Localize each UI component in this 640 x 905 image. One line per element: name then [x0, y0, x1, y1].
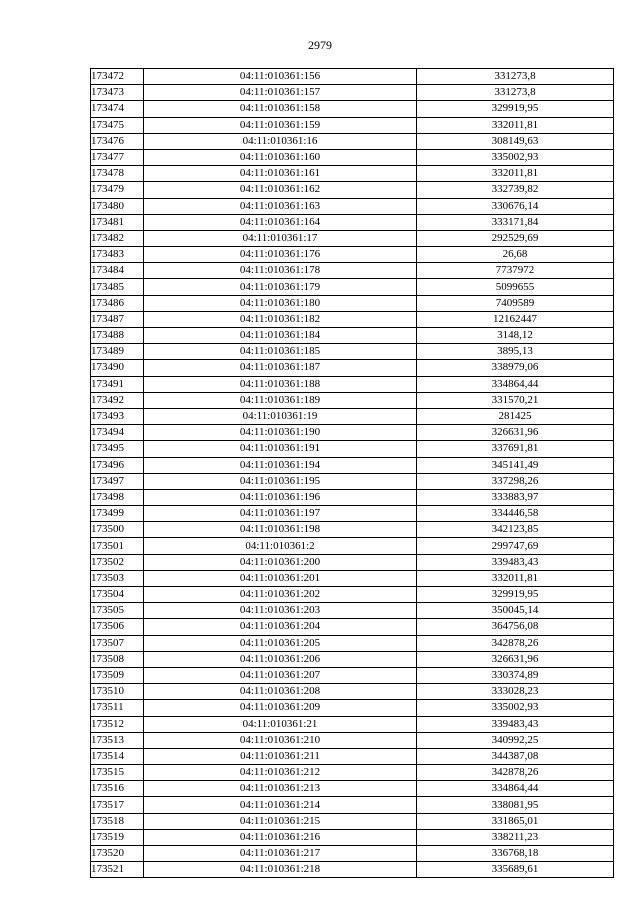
row-number-cell: 173517	[91, 797, 144, 813]
cadastral-number-cell: 04:11:010361:212	[144, 765, 417, 781]
table-row	[91, 441, 614, 457]
value-cell: 332739,82	[417, 182, 614, 198]
cadastral-number-cell: 04:11:010361:218	[144, 862, 417, 878]
row-number-cell: 173514	[91, 748, 144, 764]
cadastral-number-cell: 04:11:010361:204	[144, 619, 417, 635]
table-row	[91, 117, 614, 133]
table-row	[91, 667, 614, 683]
value-cell: 337298,26	[417, 473, 614, 489]
table-row	[91, 700, 614, 716]
table-row	[91, 408, 614, 424]
cadastral-number-cell: 04:11:010361:16	[144, 133, 417, 149]
cadastral-number-cell: 04:11:010361:189	[144, 392, 417, 408]
cadastral-number-cell: 04:11:010361:182	[144, 311, 417, 327]
row-number-cell: 173520	[91, 846, 144, 862]
value-cell: 339483,43	[417, 716, 614, 732]
table-row	[91, 101, 614, 117]
table-row	[91, 85, 614, 101]
cadastral-number-cell: 04:11:010361:195	[144, 473, 417, 489]
value-cell: 364756,08	[417, 619, 614, 635]
table-row	[91, 651, 614, 667]
value-cell: 332011,81	[417, 570, 614, 586]
cadastral-number-cell: 04:11:010361:17	[144, 230, 417, 246]
row-number-cell: 173502	[91, 554, 144, 570]
table-row	[91, 619, 614, 635]
table-row	[91, 765, 614, 781]
cadastral-number-cell: 04:11:010361:200	[144, 554, 417, 570]
value-cell: 335002,93	[417, 700, 614, 716]
table-row	[91, 182, 614, 198]
value-cell: 333171,84	[417, 214, 614, 230]
row-number-cell: 173499	[91, 506, 144, 522]
cadastral-number-cell: 04:11:010361:217	[144, 846, 417, 862]
row-number-cell: 173516	[91, 781, 144, 797]
value-cell: 3895,13	[417, 344, 614, 360]
table-row	[91, 214, 614, 230]
cadastral-number-cell: 04:11:010361:202	[144, 587, 417, 603]
value-cell: 333883,97	[417, 489, 614, 505]
cadastral-number-cell: 04:11:010361:184	[144, 328, 417, 344]
table-row	[91, 133, 614, 149]
table-row	[91, 166, 614, 182]
cadastral-number-cell: 04:11:010361:2	[144, 538, 417, 554]
value-cell: 334864,44	[417, 376, 614, 392]
cadastral-number-cell: 04:11:010361:215	[144, 813, 417, 829]
value-cell: 26,68	[417, 247, 614, 263]
value-cell: 338081,95	[417, 797, 614, 813]
table-row	[91, 344, 614, 360]
table-row	[91, 392, 614, 408]
row-number-cell: 173490	[91, 360, 144, 376]
value-cell: 281425	[417, 408, 614, 424]
table-row	[91, 247, 614, 263]
table-row	[91, 813, 614, 829]
row-number-cell: 173521	[91, 862, 144, 878]
cadastral-number-cell: 04:11:010361:178	[144, 263, 417, 279]
row-number-cell: 173512	[91, 716, 144, 732]
row-number-cell: 173498	[91, 489, 144, 505]
cadastral-number-cell: 04:11:010361:210	[144, 732, 417, 748]
cadastral-number-cell: 04:11:010361:188	[144, 376, 417, 392]
row-number-cell: 173475	[91, 117, 144, 133]
value-cell: 12162447	[417, 311, 614, 327]
cadastral-number-cell: 04:11:010361:214	[144, 797, 417, 813]
cadastral-table	[90, 68, 614, 878]
value-cell: 332011,81	[417, 166, 614, 182]
value-cell: 3148,12	[417, 328, 614, 344]
table-row	[91, 862, 614, 878]
cadastral-number-cell: 04:11:010361:179	[144, 279, 417, 295]
row-number-cell: 173500	[91, 522, 144, 538]
cadastral-number-cell: 04:11:010361:208	[144, 684, 417, 700]
value-cell: 330676,14	[417, 198, 614, 214]
value-cell: 333028,23	[417, 684, 614, 700]
row-number-cell: 173505	[91, 603, 144, 619]
value-cell: 326631,96	[417, 651, 614, 667]
row-number-cell: 173476	[91, 133, 144, 149]
row-number-cell: 173488	[91, 328, 144, 344]
table-row	[91, 360, 614, 376]
cadastral-number-cell: 04:11:010361:158	[144, 101, 417, 117]
value-cell: 338211,23	[417, 829, 614, 845]
cadastral-number-cell: 04:11:010361:196	[144, 489, 417, 505]
value-cell: 336768,18	[417, 846, 614, 862]
table-row	[91, 797, 614, 813]
table-row	[91, 425, 614, 441]
cadastral-number-cell: 04:11:010361:209	[144, 700, 417, 716]
cadastral-table-body	[91, 69, 614, 878]
row-number-cell: 173504	[91, 587, 144, 603]
value-cell: 331273,8	[417, 69, 614, 85]
table-row	[91, 587, 614, 603]
value-cell: 334446,58	[417, 506, 614, 522]
table-row	[91, 684, 614, 700]
table-row	[91, 230, 614, 246]
cadastral-number-cell: 04:11:010361:159	[144, 117, 417, 133]
table-row	[91, 538, 614, 554]
table-row	[91, 295, 614, 311]
table-row	[91, 748, 614, 764]
cadastral-number-cell: 04:11:010361:162	[144, 182, 417, 198]
value-cell: 342123,85	[417, 522, 614, 538]
value-cell: 342878,26	[417, 635, 614, 651]
table-row	[91, 198, 614, 214]
row-number-cell: 173513	[91, 732, 144, 748]
value-cell: 338979,06	[417, 360, 614, 376]
table-row	[91, 603, 614, 619]
row-number-cell: 173473	[91, 85, 144, 101]
page-number: 2979	[308, 38, 332, 52]
row-number-cell: 173477	[91, 149, 144, 165]
row-number-cell: 173494	[91, 425, 144, 441]
row-number-cell: 173495	[91, 441, 144, 457]
cadastral-number-cell: 04:11:010361:187	[144, 360, 417, 376]
table-row	[91, 716, 614, 732]
row-number-cell: 173510	[91, 684, 144, 700]
table-row	[91, 570, 614, 586]
row-number-cell: 173479	[91, 182, 144, 198]
row-number-cell: 173472	[91, 69, 144, 85]
table-row	[91, 279, 614, 295]
table-row	[91, 311, 614, 327]
row-number-cell: 173496	[91, 457, 144, 473]
value-cell: 5099655	[417, 279, 614, 295]
table-row	[91, 732, 614, 748]
row-number-cell: 173483	[91, 247, 144, 263]
row-number-cell: 173506	[91, 619, 144, 635]
row-number-cell: 173519	[91, 829, 144, 845]
value-cell: 332011,81	[417, 117, 614, 133]
row-number-cell: 173482	[91, 230, 144, 246]
cadastral-number-cell: 04:11:010361:21	[144, 716, 417, 732]
value-cell: 339483,43	[417, 554, 614, 570]
row-number-cell: 173515	[91, 765, 144, 781]
table-row	[91, 554, 614, 570]
row-number-cell: 173487	[91, 311, 144, 327]
value-cell: 329919,95	[417, 101, 614, 117]
cadastral-number-cell: 04:11:010361:163	[144, 198, 417, 214]
cadastral-number-cell: 04:11:010361:164	[144, 214, 417, 230]
table-row	[91, 846, 614, 862]
cadastral-number-cell: 04:11:010361:198	[144, 522, 417, 538]
value-cell: 335002,93	[417, 149, 614, 165]
cadastral-number-cell: 04:11:010361:156	[144, 69, 417, 85]
row-number-cell: 173474	[91, 101, 144, 117]
row-number-cell: 173497	[91, 473, 144, 489]
cadastral-number-cell: 04:11:010361:201	[144, 570, 417, 586]
row-number-cell: 173485	[91, 279, 144, 295]
cadastral-number-cell: 04:11:010361:191	[144, 441, 417, 457]
table-row	[91, 376, 614, 392]
value-cell: 342878,26	[417, 765, 614, 781]
cadastral-number-cell: 04:11:010361:180	[144, 295, 417, 311]
cadastral-number-cell: 04:11:010361:194	[144, 457, 417, 473]
table-row	[91, 328, 614, 344]
cadastral-number-cell: 04:11:010361:203	[144, 603, 417, 619]
row-number-cell: 173489	[91, 344, 144, 360]
row-number-cell: 173484	[91, 263, 144, 279]
row-number-cell: 173491	[91, 376, 144, 392]
value-cell: 350045,14	[417, 603, 614, 619]
cadastral-number-cell: 04:11:010361:190	[144, 425, 417, 441]
cadastral-number-cell: 04:11:010361:176	[144, 247, 417, 263]
value-cell: 334864,44	[417, 781, 614, 797]
cadastral-number-cell: 04:11:010361:19	[144, 408, 417, 424]
table-row	[91, 457, 614, 473]
value-cell: 299747,69	[417, 538, 614, 554]
value-cell: 335689,61	[417, 862, 614, 878]
row-number-cell: 173501	[91, 538, 144, 554]
table-row	[91, 635, 614, 651]
table-row	[91, 149, 614, 165]
cadastral-number-cell: 04:11:010361:160	[144, 149, 417, 165]
row-number-cell: 173508	[91, 651, 144, 667]
value-cell: 340992,25	[417, 732, 614, 748]
cadastral-number-cell: 04:11:010361:207	[144, 667, 417, 683]
row-number-cell: 173486	[91, 295, 144, 311]
cadastral-number-cell: 04:11:010361:205	[144, 635, 417, 651]
cadastral-number-cell: 04:11:010361:185	[144, 344, 417, 360]
value-cell: 337691,81	[417, 441, 614, 457]
row-number-cell: 173518	[91, 813, 144, 829]
table-row	[91, 506, 614, 522]
cadastral-number-cell: 04:11:010361:213	[144, 781, 417, 797]
row-number-cell: 173492	[91, 392, 144, 408]
row-number-cell: 173507	[91, 635, 144, 651]
value-cell: 326631,96	[417, 425, 614, 441]
value-cell: 331273,8	[417, 85, 614, 101]
table-row	[91, 489, 614, 505]
value-cell: 331865,01	[417, 813, 614, 829]
cadastral-number-cell: 04:11:010361:197	[144, 506, 417, 522]
row-number-cell: 173509	[91, 667, 144, 683]
cadastral-number-cell: 04:11:010361:161	[144, 166, 417, 182]
value-cell: 345141,49	[417, 457, 614, 473]
row-number-cell: 173493	[91, 408, 144, 424]
cadastral-number-cell: 04:11:010361:206	[144, 651, 417, 667]
cadastral-number-cell: 04:11:010361:157	[144, 85, 417, 101]
row-number-cell: 173480	[91, 198, 144, 214]
value-cell: 7409589	[417, 295, 614, 311]
value-cell: 308149,63	[417, 133, 614, 149]
value-cell: 7737972	[417, 263, 614, 279]
row-number-cell: 173503	[91, 570, 144, 586]
row-number-cell: 173481	[91, 214, 144, 230]
value-cell: 331570,21	[417, 392, 614, 408]
cadastral-number-cell: 04:11:010361:216	[144, 829, 417, 845]
value-cell: 292529,69	[417, 230, 614, 246]
value-cell: 330374,89	[417, 667, 614, 683]
table-row	[91, 781, 614, 797]
row-number-cell: 173511	[91, 700, 144, 716]
table-row	[91, 829, 614, 845]
value-cell: 344387,08	[417, 748, 614, 764]
table-row	[91, 522, 614, 538]
table-row	[91, 69, 614, 85]
row-number-cell: 173478	[91, 166, 144, 182]
table-row	[91, 473, 614, 489]
cadastral-number-cell: 04:11:010361:211	[144, 748, 417, 764]
value-cell: 329919,95	[417, 587, 614, 603]
table-row	[91, 263, 614, 279]
